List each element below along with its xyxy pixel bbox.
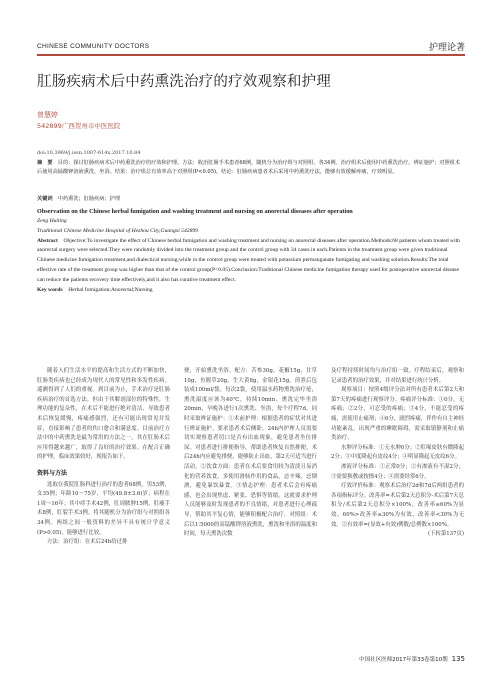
keywords-label: 关键词 [37,196,53,202]
running-header [37,40,465,52]
abstract-en-block [37,207,465,295]
body-column-2 [184,367,317,540]
section-heading-methods: 资料与方法 [37,469,68,477]
journal-name: CHINESE COMMUNITY DOCTORS [37,43,150,50]
header-rule [37,54,465,56]
keywords-text: 中药熏洗；肛肠疾病；护理 [57,196,121,202]
doi: doi:10.3969/j.issn.1007-614x.2017.10.84 [37,150,141,156]
english-title: Observation on the Chinese herbal fumigation and washing treatment and nursing on anorectal diseases after operation [37,208,353,215]
observation-paragraph: 观察项目：按照4级评分法对所有患者术后第2天和第7天的疼痛进行观察评分。疼痛评分标准：①0分，无疼痛；②2分，可忍受的疼痛；③4分，不能忍受的疼痛，需使用止痛剂；④6分，剧烈疼痛，伴作有自主神经功能紊乱，出现严重的睡眠障碍，需采取镇静剂和止痛类治疗。 [331,387,464,442]
abstract-text: 目的：探讨肛肠疾病术后中药熏洗治疗的疗效和护理。方法：收治肛肠手术患者68例，随机分为治疗组与对照组，各34例。治疗组术后使用中药熏洗治疗，辨证施护；对照组术后使用高锰酸钾溶液熏洗，坐浴。结果：治疗组总有效率高于对照组(P<0.05)。结论：肛肠疾病患者术后采用中药熏洗疗法，能够有效缓解疼痛，疗效明显。 [37,160,461,176]
continued-note: (下转第137页) [427,531,464,538]
body-column-1 [37,367,170,548]
methods-end: 及疗程持续时间均与治疗组一致。疗程结束后，观察和记录患者的治疗效果，并对结果进行统计分析。 [331,368,464,384]
body-column-3 [331,367,464,540]
english-affiliation: Traditional Chinese Medicine Hospital of Hezhou City,Guangxi 542899 [37,227,198,234]
author: 曾慧婷 [37,111,58,119]
efficacy-paragraph: 疗效评价标准：观察术后治疗2d和7d后两组患者的各项指标评分。改善率=术后第2天总积分-术后第7天总积分/术后第2天总积分×100%，改善率≥60%为显效、60%>改善率≥30%为有效、改善率<30%为无效。②有效率=(显效+有效)例数/总例数×100%。 [331,483,464,528]
methods-paragraph: 方法：治疗组：在术后24h给过排 [47,539,128,546]
affiliation: 542899广西贺州市中医医院 [37,122,121,130]
abstract-cn [37,159,465,178]
exudate-paragraph: 渗液评分标准：①正常0分；②有渗液有不湿2分；③需要换敷或按擦4分；④需要经常6分。 [331,463,464,480]
page-footer [359,655,465,663]
intro-paragraph: 随着人们生活水平的提高和生活方式的不断加快，肛肠类疾病也已经成为现代人的常见性和多发性疾病。遥测得到了人们的重视。到目前为止，手术治疗是肛肠疾病治疗的首选方法。但由于其解剖部位的特殊性，生理功能的复杂性，在术后不能进行绝对清洁，导致患者术后恢复缓慢，疼痛感强烈，还有可能出现常见并发症，直接影响了患者的伤口愈合和满意度。目前治疗方法中的中药熏洗是最为常用的方法之一，其在肛肠术后应用得越来越广，取得了良好的治疗效果。在配合正确的护理，临床效果较好，现报告如下。 [37,368,170,461]
english-abstract: Abstract Objective:To investigate the effect of Chinese herbal fumigation and washing treatment and nursing on anorectal diseases after operation.Methods:68 patients whom treated with anorectal surgery were selected.They were randomly divided into the treatment group and the control group with 34 cases in each.Patients in the treatment group were given traditional Chinese medicine fumigation treatment,and dialectical nursing;while in the control group were treated with potassium permanganate fumigating and washing solution.Results:The total effective rate of the treatment group was higher than that of the control group(P<0.05).Conclusion:Traditional Chinese medicine fumigation therapy used for postoperative anorectal disease can reduce the patients recovery time effectively,and it also has curative treatment effect. [37,237,460,283]
keywords-cn [37,195,465,204]
article-title: 肛肠疾病术后中药熏洗治疗的疗效观察和护理 [37,74,331,90]
methods-continued: 便，开始熏洗坐浴。配方：苦参30g，花椒15g，甘草10g，鱼腥草20g，生大黄8g，金银花15g。煎煮后包装成100ml/袋。每次2袋，使用温水药物熏洗治疗疮，熏洗温度应该为40℃，持续10min。熏洗完毕坐浴20min，早晚各进行1次熏洗、坐浴，每个疗程7d。同时采取辨证施护：①术前护理：根据患者的症状对其进行辨证施护。要求患者术后侧卧，24h内护理人员需要切实观察患者切口是否有出血现象，避免患者坐位排尿。对患者进行排便指导，帮助患者恢复自然排便。术后24h内应避免排便，能够防止出血，第2天可适当进行活动。②饮食方面：患者在术后要食用较为清淡且易消化的营养饮食，多使用滑肠作用的食品，忌辛辣、忌烟酒，避免暴饮暴食。③情志护理：患者术后会有疼痛感，也会出现焦虑、紧张、恐惧等情绪。这就要求护理人员能够及时发现患者的不良情绪，对患者进行心理疏导，帮助其平复心情，能够积极配合治疗。对照组：术后以1:5000的高锰酸钾溶液熏洗，熏洗和坐浴的温度和时间，每天熏洗次数 [184,368,317,538]
footer-journal: 中国社区医师2017年第33卷第10期 [359,657,448,663]
edema-paragraph: 水肿评分标准：①无水肿0分；②肛缘皮肤有微隆起2分；③中度隆起有皮纹4分；④明显隆起无皮纹6分。 [331,444,464,461]
section-label: 护理论著 [428,43,465,53]
english-keywords: Key words Herbal fumigation;Anorectal;Nursing [37,286,153,293]
page-number: 135 [451,655,465,663]
abstract-label: 摘 要 [37,160,53,166]
english-author: Zeng Huiting [37,218,67,224]
materials-paragraph: 选取在我院肛肠科进行治疗的患者68例，男53例，女35例；年龄10～75岁，平均(49.8±3.6)岁；病程在1周～16年；其中痔手术42例，肛周脓肿15例，肛瘘手术8例，肛裂手术3例。将其随机分为治疗组与对照组各34例。两组之间一般资料的差异不具有统计学意义(P>0.05)，能够进行比较。 [37,481,170,536]
